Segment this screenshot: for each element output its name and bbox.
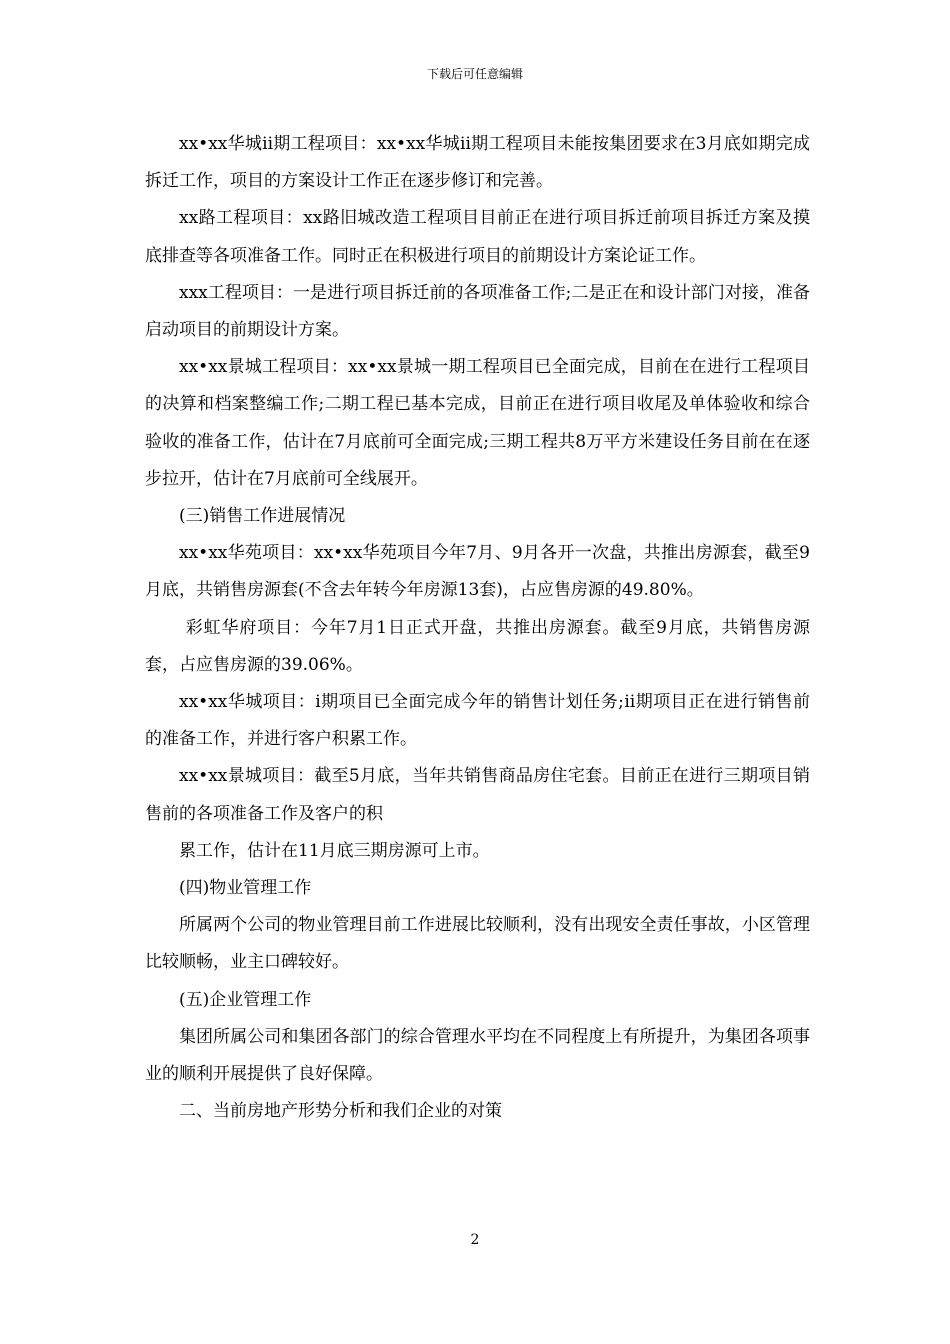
paragraph-huacheng-phase2-project: xx•xx华城ii期工程项目：xx•xx华城ii期工程项目未能按集团要求在3月底如期完成拆迁工作，项目的方案设计工作正在逐步修订和完善。 xyxy=(145,134,810,192)
document-body xyxy=(145,126,810,1130)
paragraph-road-project: xx路工程项目：xx路旧城改造工程项目目前正在进行项目拆迁前项目拆迁方案及摸底排查等各项准备工作。同时正在积极进行项目的前期设计方案论证工作。 xyxy=(145,208,810,266)
paragraph-huayuan-sales: xx•xx华苑项目：xx•xx华苑项目今年7月、9月各开一次盘，共推出房源套，截至9月底，共销售房源套(不含去年转今年房源13套)，占应售房源的49.80%。 xyxy=(145,543,810,601)
paragraph-xxx-project: xxx工程项目：一是进行项目拆迁前的各项准备工作;二是正在和设计部门对接，准备启动项目的前期设计方案。 xyxy=(145,282,810,341)
section-heading-market-analysis: 二、当前房地产形势分析和我们企业的对策 xyxy=(179,1101,502,1122)
page-header-note: 下载后可任意编辑 xyxy=(426,67,523,81)
section-heading-sales: (三)销售工作进展情况 xyxy=(179,506,346,527)
section-heading-enterprise-management: (五)企业管理工作 xyxy=(179,989,312,1010)
paragraph-property-management: 所属两个公司的物业管理目前工作进展比较顺利，没有出现安全责任事故，小区管理比较顺畅，业主口碑较好。 xyxy=(145,915,810,973)
paragraph-jingcheng-sales-continued: 累工作，估计在11月底三期房源可上市。 xyxy=(179,840,490,861)
paragraph-jingcheng-project: xx•xx景城工程项目：xx•xx景城一期工程项目已全面完成，目前在在进行工程项目的决算和档案整编工作;二期工程已基本完成，目前正在进行项目收尾及单体验收和综合验收的准备工作，估计在7月底前可全面完成;三期工程共8万平方米建设任务目前在在逐步拉开，估计在7月底前可全线展开。 xyxy=(145,357,810,489)
paragraph-enterprise-management: 集团所属公司和集团各部门的综合管理水平均在不同程度上有所提升，为集团各项事业的顺利开展提供了良好保障。 xyxy=(145,1026,810,1085)
page-number: 2 xyxy=(470,1232,480,1248)
paragraph-jingcheng-sales: xx•xx景城项目：截至5月底，当年共销售商品房住宅套。目前正在进行三期项目销售前的各项准备工作及客户的积 xyxy=(145,766,810,824)
section-heading-property-management: (四)物业管理工作 xyxy=(179,878,312,899)
paragraph-huacheng-sales: xx•xx华城项目：ⅰ期项目已全面完成今年的销售计划任务;ⅱ期项目正在进行销售前的准备工作，并进行客户积累工作。 xyxy=(145,692,810,750)
paragraph-caihong-sales: 彩虹华府项目：今年7月1日正式开盘，共推出房源套。截至9月底，共销售房源套，占应售房源的39.06%。 xyxy=(145,617,810,675)
